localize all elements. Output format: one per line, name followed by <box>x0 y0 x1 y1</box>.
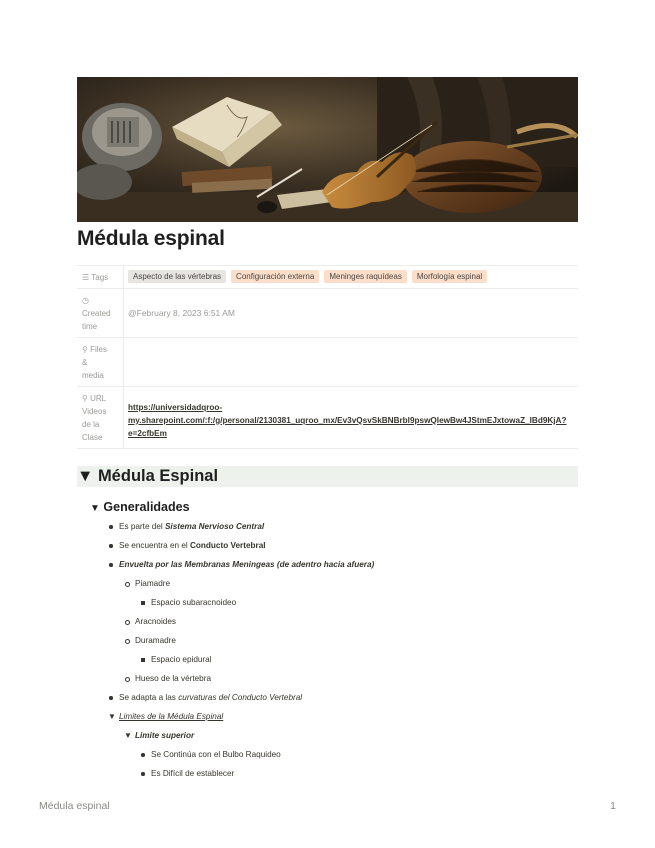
nested-list <box>151 745 578 783</box>
list-item: Piamadre Espacio subaracnoideo <box>135 574 578 612</box>
property-key-created: ◷ Created time <box>77 289 124 338</box>
property-files <box>77 338 578 387</box>
tag-chip[interactable]: Configuración externa <box>231 270 319 283</box>
property-tags <box>77 266 578 289</box>
heading-toggle-generalidades[interactable]: ▼ Generalidades <box>90 500 190 514</box>
list-item: Hueso de la vértebra <box>135 669 578 688</box>
list-item: Se adapta a las curvaturas del Conducto Vertebral <box>119 688 578 707</box>
properties-table <box>77 265 578 449</box>
nested-list <box>151 593 578 612</box>
url-link[interactable]: https://universidadqroo- my.sharepoint.com/:f:/g/personal/2130381_uqroo_mx/Ev3vQsvSkBNBrbl9pswQlewBw4JStmEJxtowaZ_lBd9KjA? e=2cfbEm <box>128 402 567 438</box>
property-url <box>77 387 578 449</box>
toggle-triangle-icon[interactable]: ▼ <box>77 467 94 485</box>
property-key-files: ⚲ Files & media <box>77 338 124 387</box>
clock-icon: ◷ <box>82 296 89 305</box>
property-created <box>77 289 578 338</box>
page-content <box>77 77 578 783</box>
footer-title: Médula espinal <box>39 800 110 812</box>
property-value-created <box>124 289 579 338</box>
nested-list <box>151 650 578 669</box>
list-item: Envuelta por las Membranas Meningeas (de adentro hacia afuera) Piamadre Espacio subaracnoideo Aracnoides Duramadre Espacio epidural Hueso de la vértebra <box>119 555 578 688</box>
list-item: Espacio subaracnoideo <box>151 593 578 612</box>
created-timestamp: @February 8, 2023 6:51 AM <box>128 308 235 318</box>
toggle-item-limite-superior[interactable]: ▼ Limite superior Se Continúa con el Bulbo Raquideo Es Difícil de establecer <box>135 726 578 783</box>
tag-chip[interactable]: Aspecto de las vértebras <box>128 270 226 283</box>
toggle-triangle-icon[interactable]: ▼ <box>124 731 132 740</box>
page-title: Médula espinal <box>77 227 225 250</box>
nested-list <box>135 574 578 688</box>
paperclip-icon: ⚲ <box>82 345 88 354</box>
property-key-url: ⚲ URL Videos de la Clase <box>77 387 124 449</box>
cover-image <box>77 77 578 222</box>
list-item: Es Difícil de establecer <box>151 764 578 783</box>
property-value-files[interactable] <box>124 338 579 387</box>
list-item: Es parte del Sistema Nervioso Central <box>119 517 578 536</box>
list-item: Se encuentra en el Conducto Vertebral <box>119 536 578 555</box>
page-number: 1 <box>610 800 616 812</box>
list-item: Se Continúa con el Bulbo Raquideo <box>151 745 578 764</box>
cover-painting <box>77 77 578 222</box>
link-icon: ⚲ <box>82 394 88 403</box>
toggle-item-limites[interactable]: ▼ Limites de la Médula Espinal ▼ Limite superior Se Continúa con el Bulbo Raquideo Es Difícil de establecer <box>119 707 578 783</box>
property-key-tags: ☰ Tags <box>77 266 124 289</box>
property-value-tags <box>124 266 579 289</box>
list-item: Espacio epidural <box>151 650 578 669</box>
toggle-triangle-icon[interactable]: ▼ <box>90 503 100 514</box>
tag-chip[interactable]: Meninges raquídeas <box>324 270 407 283</box>
list-item: Aracnoides <box>135 612 578 631</box>
list-icon: ☰ <box>82 273 90 282</box>
bullet-list <box>108 517 578 783</box>
nested-list <box>124 726 578 783</box>
toggle-triangle-icon[interactable]: ▼ <box>108 712 116 721</box>
list-item: Duramadre Espacio epidural <box>135 631 578 669</box>
tag-chip[interactable]: Morfología espinal <box>412 270 487 283</box>
property-value-url <box>124 387 579 449</box>
heading-toggle-medula[interactable]: ▼ Médula Espinal <box>77 466 578 487</box>
